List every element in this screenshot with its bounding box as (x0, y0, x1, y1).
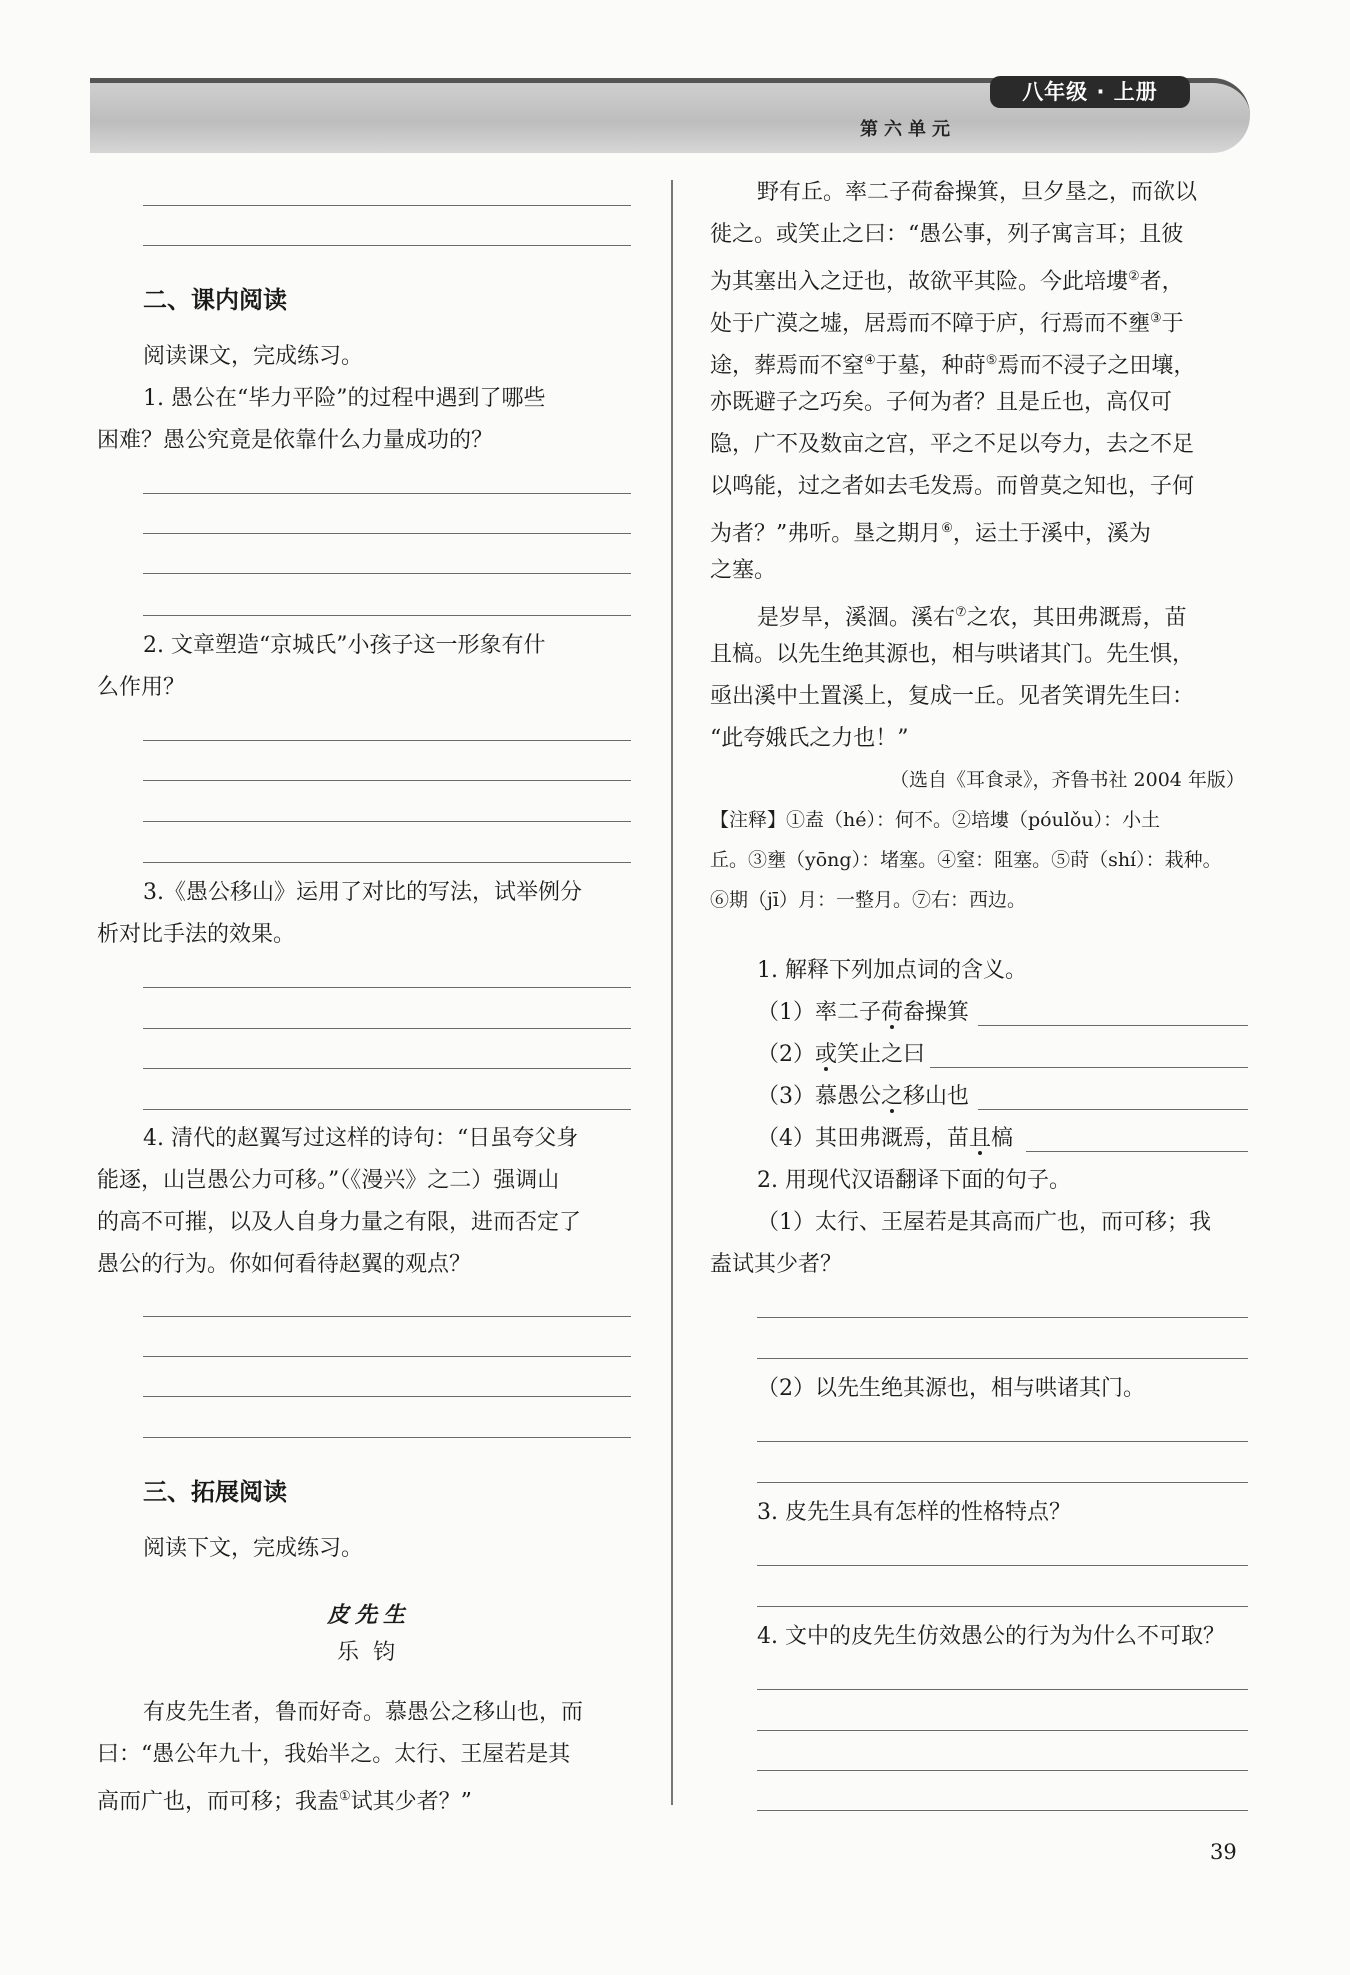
page-number: 39 (1210, 1840, 1237, 1864)
answer-line[interactable] (757, 1441, 1248, 1442)
answer-line[interactable] (143, 987, 631, 988)
footnote-marker: ① (339, 1789, 351, 1804)
exercise-4-title: 4. 文中的皮先生仿效愚公的行为为什么不可取？ (757, 1624, 1225, 1649)
question-4-line-3: 的高不可摧，以及人自身力量之有限，进而否定了 (97, 1210, 582, 1235)
exercise-3-title: 3. 皮先生具有怎样的性格特点？ (757, 1500, 1071, 1525)
answer-line[interactable] (1026, 1151, 1248, 1152)
story-paragraph-line: “此夸娥氏之力也！” (710, 726, 909, 751)
answer-line[interactable] (143, 1356, 631, 1357)
answer-line[interactable] (143, 862, 631, 863)
answer-line[interactable] (143, 493, 631, 494)
story-paragraph-line: 为者？”弗听。垦之期月⑥，运土于溪中，溪为 (710, 521, 1151, 547)
answer-line[interactable] (143, 1316, 631, 1317)
exercise-1-item: （2）或笑止之曰 (757, 1042, 926, 1067)
notes-line: 【注释】①盍（hé）：何不。②培塿（póulǒu）：小土 (710, 809, 1161, 831)
question-2-line-2: 么作用？ (97, 675, 186, 700)
question-4-line-1: 4. 清代的赵翼写过这样的诗句：“日虽夸父身 (143, 1126, 579, 1151)
answer-line (143, 205, 631, 206)
answer-line[interactable] (143, 615, 631, 616)
notes-line: 丘。③壅（yōng）：堵塞。④窒：阻塞。⑤莳（shí）：栽种。 (710, 849, 1222, 871)
story-paragraph-line: 曰：“愚公年九十，我始半之。太行、王屋若是其 (97, 1742, 571, 1767)
answer-line[interactable] (930, 1067, 1248, 1068)
exercise-1-item: （4）其田弗溉焉，苗且槁 (757, 1126, 1014, 1151)
story-paragraph-line: 以鸣能，过之者如去毛发焉。而曾莫之知也，子何 (710, 474, 1195, 499)
answer-line[interactable] (143, 533, 631, 534)
story-title: 皮先生 (327, 1602, 412, 1628)
source-citation: （选自《耳食录》，齐鲁书社 2004 年版） (890, 769, 1245, 791)
story-paragraph-line: 徙之。或笑止之曰：“愚公事，列子寓言耳；且彼 (710, 222, 1184, 247)
story-paragraph-line: 之塞。 (710, 558, 777, 583)
exercise-1-item: （3）慕愚公之移山也 (757, 1084, 970, 1109)
answer-line[interactable] (757, 1482, 1248, 1483)
story-paragraph-line: 且槁。以先生绝其源也，相与哄诸其门。先生惧， (710, 642, 1195, 667)
answer-line[interactable] (143, 1437, 631, 1438)
exercise-2-item: （2）以先生绝其源也，相与哄诸其门。 (757, 1376, 1145, 1401)
story-paragraph-line: 是岁旱，溪涸。溪右⑦之农，其田弗溉焉，苗 (757, 605, 1187, 631)
exercise-2-item: （1）太行、王屋若是其高而广也，而可移；我 (757, 1210, 1211, 1235)
exercise-2-item: 盍试其少者？ (710, 1252, 843, 1277)
answer-line[interactable] (978, 1025, 1248, 1026)
answer-line (143, 245, 631, 246)
answer-line[interactable] (757, 1770, 1248, 1771)
story-paragraph-line: 有皮先生者，鲁而好奇。慕愚公之移山也，而 (143, 1700, 584, 1725)
answer-line[interactable] (757, 1358, 1248, 1359)
answer-line[interactable] (978, 1109, 1248, 1110)
story-paragraph-line: 亦既避子之巧矣。子何为者？且是丘也，高仅可 (710, 390, 1173, 415)
question-4-line-2: 能逐，山岂愚公力可移。”（《漫兴》之二）强调山 (97, 1168, 560, 1193)
story-paragraph-line: 隐，广不及数亩之宫，平之不足以夸力，去之不足 (710, 432, 1195, 457)
column-divider (671, 180, 673, 1805)
answer-line[interactable] (143, 1109, 631, 1110)
exercise-1-item: （1）率二子荷畚操箕 (757, 1000, 970, 1025)
story-paragraph-line: 亟出溪中土置溪上，复成一丘。见者笑谓先生曰： (710, 684, 1195, 709)
answer-line[interactable] (757, 1606, 1248, 1607)
answer-line[interactable] (143, 1028, 631, 1029)
section-instruction: 阅读下文，完成练习。 (143, 1536, 364, 1561)
unit-label: 第六单元 (860, 119, 956, 140)
section-title-extended-reading: 三、拓展阅读 (143, 1478, 287, 1506)
answer-line[interactable] (143, 1396, 631, 1397)
story-paragraph-line: 途，葬焉而不窒④于墓，种莳⑤焉而不浸子之田壤， (710, 353, 1196, 379)
grade-badge: 八年级 · 上册 (990, 76, 1190, 108)
answer-line[interactable] (757, 1565, 1248, 1566)
answer-line[interactable] (757, 1317, 1248, 1318)
notes-line: ⑥期（jī）月：一整月。⑦右：西边。 (710, 889, 1026, 911)
answer-line[interactable] (143, 573, 631, 574)
question-3-line-2: 析对比手法的效果。 (97, 922, 296, 947)
question-4-line-4: 愚公的行为。你如何看待赵翼的观点？ (97, 1252, 472, 1277)
answer-line[interactable] (757, 1810, 1248, 1811)
exercise-1-title: 1. 解释下列加点词的含义。 (757, 958, 1027, 983)
answer-line[interactable] (143, 780, 631, 781)
answer-line[interactable] (143, 740, 631, 741)
exercise-2-title: 2. 用现代汉语翻译下面的句子。 (757, 1168, 1071, 1193)
story-paragraph-line: 野有丘。率二子荷畚操箕，旦夕垦之，而欲以 (757, 180, 1198, 205)
story-paragraph-line: 处于广漠之墟，居焉而不障于庐，行焉而不壅③于 (710, 311, 1184, 337)
question-1-line-2: 困难？愚公究竟是依靠什么力量成功的？ (97, 428, 494, 453)
story-paragraph-line: 高而广也，而可移；我盍①试其少者？” (97, 1789, 472, 1815)
section-instruction: 阅读课文，完成练习。 (143, 344, 364, 369)
question-2-line-1: 2. 文章塑造“京城氏”小孩子这一形象有什 (143, 633, 546, 658)
answer-line[interactable] (143, 1068, 631, 1069)
question-1-line-1: 1. 愚公在“毕力平险”的过程中遇到了哪些 (143, 386, 546, 411)
story-paragraph-line: 为其塞出入之迂也，故欲平其险。今此培塿②者， (710, 269, 1184, 295)
section-title-in-class-reading: 二、课内阅读 (143, 286, 287, 314)
answer-line[interactable] (757, 1730, 1248, 1731)
answer-line[interactable] (757, 1689, 1248, 1690)
question-3-line-1: 3.《愚公移山》运用了对比的写法，试举例分 (143, 880, 582, 905)
story-author: 乐 钧 (337, 1640, 395, 1665)
answer-line[interactable] (143, 821, 631, 822)
